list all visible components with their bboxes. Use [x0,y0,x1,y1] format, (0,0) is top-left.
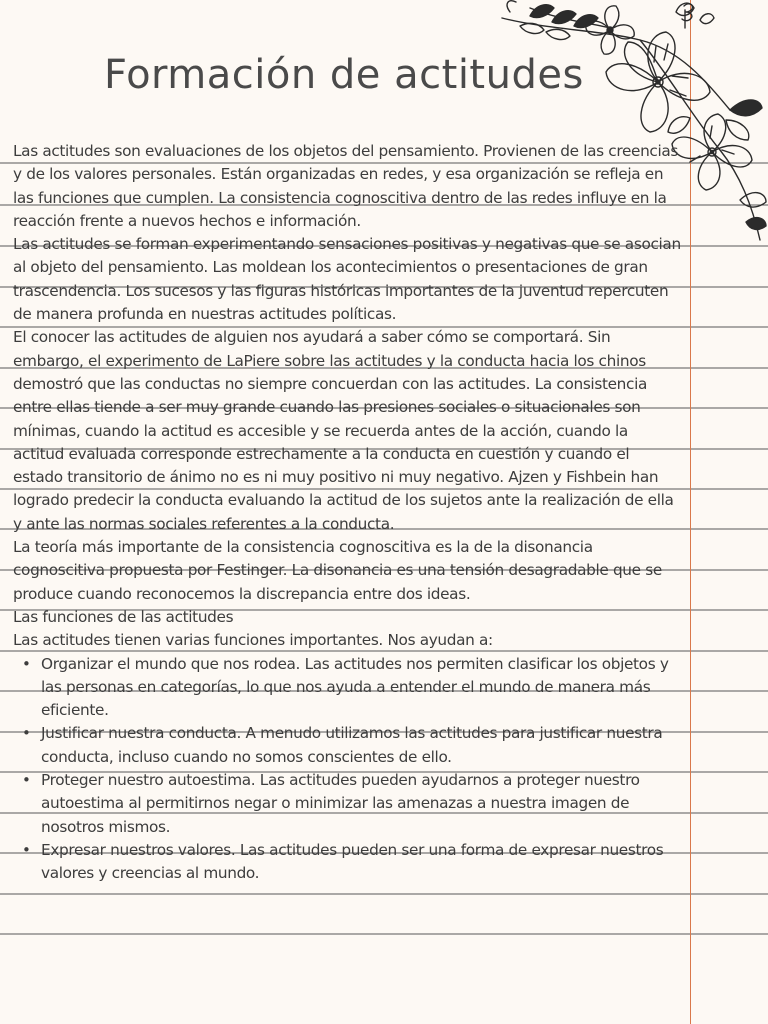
margin-line [690,0,691,1024]
list-item-text: Proteger nuestro autoestima. Las actitudes pueden ayudarnos a proteger nuestro autoestima al permitirnos negar o minimizar las amenazas a nuestra imagen de nosotros mismos. [41,771,640,836]
list-item-text: Organizar el mundo que nos rodea. Las actitudes nos permiten clasificar los objetos y las personas en categorías, lo que nos ayuda a entender el mundo de manera más eficiente. [41,654,669,720]
list-item [22,839,681,886]
paragraph-3: El conocer las actitudes de alguien nos ayudará a saber cómo se comportará. Sin embargo, el experimento de LaPiere sobre las actitudes y la conducta hacia los chinos demostró que las conductas no siempre concuerdan con las actitudes. La consistencia entre ellas tiende a ser muy grande cuando las presiones sociales o situacionales son mínimas, cuando la actitud es accesible y se recuerda antes de la acción, cuando la actitud evaluada corresponde estrechamente a la conducta en cuestión y cuando el estado transitorio de ánimo no es ni muy positivo ni muy negativo. Ajzen y Fishbein han logrado predecir la conducta evaluando la actitud de los sujetos ante la realización de ella y ante las normas sociales referentes a la conducta. [13,328,674,533]
document-body [13,140,681,886]
section-subheading: Las funciones de las actitudes [13,607,234,626]
bullet-icon: • [22,771,31,790]
list-item [22,722,681,769]
list-item [22,769,681,839]
paragraph-4: La teoría más importante de la consistencia cognoscitiva es la de la disonancia cognoscitiva propuesta por Festinger. La disonancia es una tensión desagradable que se produce cuando reconocemos la discrepancia entre dos ideas. [13,538,662,603]
page-title: Formación de actitudes [104,52,584,98]
list-intro: Las actitudes tienen varias funciones importantes. Nos ayudan a: [13,631,493,650]
bullet-icon: • [22,724,31,743]
paragraph-1: Las actitudes son evaluaciones de los objetos del pensamiento. Provienen de las creencias y de los valores personales. Están organizadas en redes, y esa organización se refleja en las funciones que cumplen. La consistencia cognoscitiva dentro de las redes influye en la reacción frente a nuevos hechos e información. [13,142,679,230]
bullet-icon: • [22,654,31,673]
list-item-text: Justificar nuestra conducta. A menudo utilizamos las actitudes para justificar nuestra conducta, incluso cuando no somos conscientes de ello. [41,724,663,766]
functions-list [13,653,681,886]
list-item [22,653,681,723]
bullet-icon: • [22,840,31,859]
list-item-text: Expresar nuestros valores. Las actitudes pueden ser una forma de expresar nuestros valores y creencias al mundo. [41,840,664,883]
paragraph-2: Las actitudes se forman experimentando sensaciones positivas y negativas que se asocian al objeto del pensamiento. Las moldean los acontecimientos o presentaciones de gran trascendencia. Los sucesos y las figuras históricas importantes de la juventud repercuten de manera profunda en nuestras actitudes políticas. [13,235,681,324]
